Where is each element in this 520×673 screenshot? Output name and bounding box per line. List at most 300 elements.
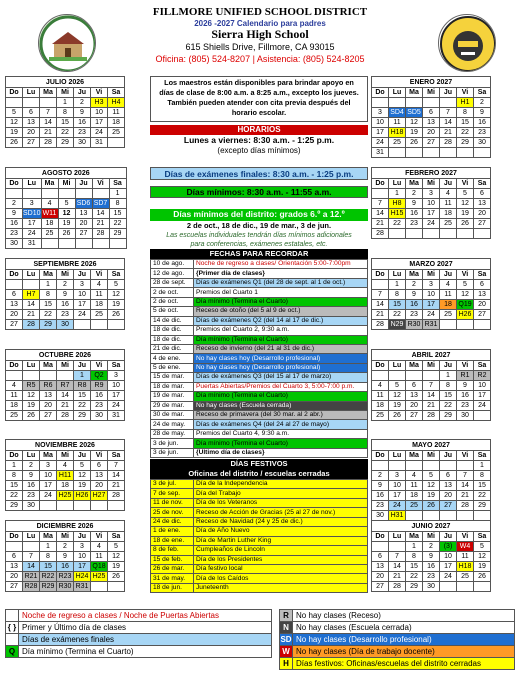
holiday-row xyxy=(151,574,368,583)
day-cell: 1 xyxy=(109,189,126,199)
day-cell: 20 xyxy=(23,128,40,138)
day-cell: 6 xyxy=(474,189,491,199)
day-cell: 26 xyxy=(6,138,23,148)
day-cell: 14 xyxy=(92,209,109,219)
day-cell: 13 xyxy=(474,290,491,300)
event-date: 15 de mar. xyxy=(151,373,194,382)
day-cell xyxy=(58,239,75,249)
day-cell: Q18 xyxy=(92,563,106,570)
day-header: Mi xyxy=(423,270,440,280)
day-cell: 12 xyxy=(6,118,23,128)
day-cell: 24 xyxy=(389,501,406,511)
day-cell: 22 xyxy=(440,401,457,411)
month-name: NOVIEMBRE 2026 xyxy=(6,440,125,451)
event-desc: {Primer día de clases} xyxy=(194,269,368,278)
day-cell: 24 xyxy=(423,219,440,229)
day-cell: 23 xyxy=(91,401,108,411)
day-header: Ma xyxy=(40,361,57,371)
holiday-desc: Día de Martin Luther King xyxy=(194,536,368,545)
day-cell: 30 xyxy=(423,582,440,592)
day-cell xyxy=(389,371,406,381)
holiday-date: 11 de nov. xyxy=(151,498,194,507)
day-cell: 7 xyxy=(423,381,440,391)
day-cell: 5 xyxy=(108,280,125,290)
day-header: Ma xyxy=(40,451,57,461)
holiday-date: 18 de ene. xyxy=(151,536,194,545)
day-cell: W4 xyxy=(457,542,474,552)
legend-key: SD xyxy=(280,635,292,644)
day-header: Mi xyxy=(58,179,75,189)
holiday-row xyxy=(151,546,368,555)
day-cell: 1 xyxy=(74,371,91,381)
day-cell xyxy=(108,320,125,330)
month-calendar xyxy=(371,439,491,521)
day-cell xyxy=(23,280,40,290)
month-name: ABRIL 2027 xyxy=(372,350,491,361)
day-cell: 24 xyxy=(23,229,42,239)
day-cell: 23 xyxy=(57,310,74,320)
day-cell: 15 xyxy=(40,300,57,310)
day-cell xyxy=(75,239,92,249)
event-row xyxy=(151,335,368,344)
day-cell: 10 xyxy=(91,108,108,118)
day-header: Mi xyxy=(57,88,74,98)
event-desc: Premios del Cuarto 1 xyxy=(194,288,368,297)
day-cell xyxy=(457,320,474,330)
day-cell: 19 xyxy=(423,491,440,501)
day-cell: 27 xyxy=(474,219,491,229)
event-row xyxy=(151,297,368,306)
day-header: Vi xyxy=(91,532,108,542)
day-cell: 25 xyxy=(406,501,423,511)
day-cell: 15 xyxy=(109,209,126,219)
day-cell: 26 xyxy=(108,572,125,582)
day-cell: 17 xyxy=(423,300,440,310)
legend-item xyxy=(6,646,272,658)
holiday-date: 15 de feb. xyxy=(151,555,194,564)
month-calendar xyxy=(5,439,125,511)
event-date: 3 de jun. xyxy=(151,448,194,457)
day-cell: 11 xyxy=(108,108,125,118)
event-desc: Receso de primavera (del 30 mar. al 2 abr.) xyxy=(194,411,368,420)
day-cell: 8 xyxy=(6,471,23,481)
day-cell: 10 xyxy=(74,290,91,300)
day-cell xyxy=(423,229,440,239)
day-cell: 14 xyxy=(40,118,57,128)
month-calendar xyxy=(5,520,125,592)
day-header: Ju xyxy=(440,451,457,461)
month-name: MAYO 2027 xyxy=(372,440,491,451)
day-cell: 18 xyxy=(91,300,108,310)
day-cell: 16 xyxy=(23,481,40,491)
day-cell: 27 xyxy=(23,138,40,148)
day-cell: 29 xyxy=(57,138,74,148)
holiday-row xyxy=(151,498,368,507)
day-cell: 29 xyxy=(474,501,491,511)
day-cell: 21 xyxy=(57,401,74,411)
day-header: Do xyxy=(372,179,389,189)
day-cell: 21 xyxy=(457,491,474,501)
month-name: JUNIO 2027 xyxy=(372,521,491,532)
day-cell xyxy=(372,461,389,471)
day-cell: 21 xyxy=(108,481,125,491)
day-cell: 22 xyxy=(389,219,406,229)
day-cell: 12 xyxy=(74,471,91,481)
day-cell: 25 xyxy=(440,310,457,320)
day-cell xyxy=(6,98,23,108)
day-cell: R7 xyxy=(57,381,74,391)
day-cell: Q19 xyxy=(458,301,472,308)
day-cell: 27 xyxy=(440,501,457,511)
holiday-row xyxy=(151,480,368,489)
event-row xyxy=(151,278,368,287)
school-name: Sierra High School xyxy=(211,27,309,41)
day-cell xyxy=(6,189,23,199)
holiday-row xyxy=(151,517,368,526)
day-cell: 24 xyxy=(40,491,57,501)
day-cell xyxy=(389,148,406,158)
day-cell: 6 xyxy=(406,381,423,391)
day-cell: H1 xyxy=(457,98,474,108)
day-cell: 18 xyxy=(41,219,58,229)
day-cell: 18 xyxy=(440,209,457,219)
month-name: AGOSTO 2026 xyxy=(6,168,127,179)
horarios-line2: (excepto días mínimos) xyxy=(217,146,301,155)
day-cell xyxy=(440,320,457,330)
event-desc: {Último día de clases} xyxy=(194,448,368,457)
day-cell: 26 xyxy=(423,501,440,511)
event-desc: Receso de invierno (del 21 al 31 de dic.) xyxy=(194,344,368,353)
day-cell: 9 xyxy=(57,290,74,300)
day-cell: 18 xyxy=(108,118,125,128)
event-date: 18 de dic. xyxy=(151,326,194,335)
day-header: Vi xyxy=(457,179,474,189)
day-cell xyxy=(474,229,491,239)
day-cell: 12 xyxy=(457,290,474,300)
day-header: Lu xyxy=(389,270,406,280)
day-cell: 14 xyxy=(372,209,389,219)
day-header: Sa xyxy=(108,532,125,542)
day-cell: 8 xyxy=(457,108,474,118)
day-cell: 5 xyxy=(423,471,440,481)
day-header: Mi xyxy=(423,88,440,98)
day-cell: R28 xyxy=(23,582,40,592)
day-cell: 6 xyxy=(6,290,23,300)
day-header: Vi xyxy=(91,361,108,371)
legend-key xyxy=(6,610,19,622)
day-cell: 21 xyxy=(423,401,440,411)
holiday-date: 25 de nov. xyxy=(151,508,194,517)
day-cell: 1 xyxy=(406,542,423,552)
day-cell: 31 xyxy=(91,138,108,148)
day-cell: 20 xyxy=(91,481,108,491)
day-cell: 3 xyxy=(74,280,91,290)
day-cell: 30 xyxy=(91,411,108,421)
event-date: 28 de may. xyxy=(151,429,194,438)
availability-note: Los maestros están disponibles para brindar apoyo en días de clase de 8:00 a.m. a 8:25 a.m., excepto los jueves. También pueden atender con cita previa después del horario escolar. xyxy=(150,76,368,122)
day-cell: 1 xyxy=(389,189,406,199)
event-desc: No hay clases hoy (Desarrollo profesional) xyxy=(194,354,368,363)
day-cell xyxy=(406,461,423,471)
day-cell: 3 xyxy=(389,471,406,481)
day-cell: 27 xyxy=(40,411,57,421)
day-cell: 4 xyxy=(372,381,389,391)
day-header: Ju xyxy=(75,179,92,189)
day-cell: 14 xyxy=(57,391,74,401)
holiday-desc: Día de los Presidentes xyxy=(194,555,368,564)
legend-key: H xyxy=(280,658,293,670)
day-header: Sa xyxy=(108,451,125,461)
day-cell: 5 xyxy=(58,199,75,209)
day-cell: 6 xyxy=(423,108,440,118)
day-cell: 15 xyxy=(40,562,57,572)
day-cell: 2 xyxy=(57,280,74,290)
day-cell: 9 xyxy=(457,381,474,391)
day-cell: 5 xyxy=(74,461,91,471)
day-cell: 21 xyxy=(92,219,109,229)
day-cell: 24 xyxy=(108,401,125,411)
day-cell: SD6 xyxy=(76,200,91,207)
festivos-title: DÍAS FESTIVOS xyxy=(230,459,288,468)
day-cell: 25 xyxy=(91,310,108,320)
day-header: Ma xyxy=(406,361,423,371)
month-calendar xyxy=(5,167,127,249)
day-cell: H25 xyxy=(91,572,108,582)
month-name: ENERO 2027 xyxy=(372,77,491,88)
month-name: DICIEMBRE 2026 xyxy=(6,521,125,532)
day-cell: 12 xyxy=(58,209,75,219)
day-cell: 4 xyxy=(91,542,108,552)
legend-item xyxy=(6,622,272,634)
day-cell: (3) xyxy=(440,542,457,552)
day-cell: 11 xyxy=(91,552,108,562)
legend-item xyxy=(280,622,515,634)
day-header: Lu xyxy=(23,270,40,280)
day-header: Sa xyxy=(474,451,491,461)
event-date: 19 de mar. xyxy=(151,392,194,401)
event-row xyxy=(151,354,368,363)
day-cell: R21 xyxy=(23,572,40,582)
day-cell: 4 xyxy=(91,280,108,290)
event-desc: Día mínimo (Termina el Cuarto) xyxy=(194,439,368,448)
event-row xyxy=(151,411,368,420)
holiday-desc: Juneteenth xyxy=(194,583,368,592)
day-cell: 21 xyxy=(440,128,457,138)
day-cell: 29 xyxy=(109,229,126,239)
day-header: Mi xyxy=(57,451,74,461)
legend-item xyxy=(280,658,515,670)
holiday-row xyxy=(151,555,368,564)
day-cell: 24 xyxy=(474,401,491,411)
day-header: Do xyxy=(6,451,23,461)
month-calendar xyxy=(371,349,491,421)
day-cell xyxy=(423,148,440,158)
day-cell xyxy=(474,148,491,158)
day-cell xyxy=(6,371,23,381)
day-header: Do xyxy=(372,451,389,461)
day-cell: 9 xyxy=(406,199,423,209)
day-cell: 17 xyxy=(74,300,91,310)
day-cell: 10 xyxy=(108,381,125,391)
day-cell: 7 xyxy=(372,199,389,209)
day-header: Mi xyxy=(423,451,440,461)
day-cell: 7 xyxy=(440,108,457,118)
day-header: Ju xyxy=(440,179,457,189)
day-header: Mi xyxy=(57,532,74,542)
day-header: Vi xyxy=(457,88,474,98)
day-cell xyxy=(474,320,491,330)
day-cell: 26 xyxy=(406,138,423,148)
day-cell: SD5 xyxy=(407,109,421,116)
holiday-date: 7 de sep. xyxy=(151,489,194,498)
day-header: Do xyxy=(6,532,23,542)
day-cell xyxy=(423,371,440,381)
day-cell: 13 xyxy=(372,562,389,572)
day-cell: 4 xyxy=(406,471,423,481)
day-cell xyxy=(440,229,457,239)
legend-key: { } xyxy=(6,622,19,634)
legend-key: N xyxy=(280,622,293,634)
legend-item xyxy=(6,634,272,646)
event-desc: Premios del Cuarto 2, 9:30 a.m. xyxy=(194,326,368,335)
day-cell: 13 xyxy=(75,209,92,219)
day-cell: 8 xyxy=(440,381,457,391)
day-cell: 31 xyxy=(23,239,42,249)
day-cell: 16 xyxy=(406,209,423,219)
day-header: Ju xyxy=(440,270,457,280)
month-name: JULIO 2026 xyxy=(6,77,125,88)
day-cell: 16 xyxy=(74,118,91,128)
day-cell: 16 xyxy=(406,300,423,310)
day-cell: R2 xyxy=(474,371,491,381)
day-cell: 4 xyxy=(440,280,457,290)
day-cell: 19 xyxy=(108,562,125,572)
day-cell: 20 xyxy=(474,209,491,219)
day-cell: 12 xyxy=(474,552,491,562)
day-cell xyxy=(23,189,42,199)
events-table xyxy=(150,259,368,458)
day-cell: 1 xyxy=(40,280,57,290)
day-header: Do xyxy=(6,270,23,280)
day-cell: R1 xyxy=(457,371,474,381)
day-cell: 29 xyxy=(6,501,23,511)
day-cell: SD4 xyxy=(390,109,404,116)
day-header: Vi xyxy=(457,270,474,280)
day-cell xyxy=(6,280,23,290)
day-cell: 16 xyxy=(372,491,389,501)
day-header: Lu xyxy=(23,361,40,371)
day-cell: 24 xyxy=(423,310,440,320)
day-cell: 26 xyxy=(474,572,491,582)
day-cell: 11 xyxy=(406,481,423,491)
day-cell: 11 xyxy=(440,290,457,300)
holiday-desc: Receso de Navidad (24 y 25 de dic.) xyxy=(194,517,368,526)
day-header: Sa xyxy=(108,270,125,280)
day-cell: 22 xyxy=(40,310,57,320)
day-cell: 9 xyxy=(23,471,40,481)
day-cell: 22 xyxy=(406,572,423,582)
day-header: Ju xyxy=(440,532,457,542)
day-cell: 25 xyxy=(389,138,406,148)
day-cell xyxy=(75,189,92,199)
event-desc: Días de exámenes Q2 (del 14 al 17 de dic.) xyxy=(194,316,368,325)
day-cell: 25 xyxy=(440,219,457,229)
day-cell: 23 xyxy=(474,128,491,138)
day-cell: 14 xyxy=(23,300,40,310)
event-date: 14 de dic. xyxy=(151,316,194,325)
day-cell: H26 xyxy=(74,491,91,501)
legend-key xyxy=(6,634,19,646)
day-cell xyxy=(406,511,423,521)
day-cell: R22 xyxy=(40,572,57,582)
day-header: Ma xyxy=(406,179,423,189)
day-cell: 13 xyxy=(6,562,23,572)
day-cell: 6 xyxy=(440,471,457,481)
day-cell: 15 xyxy=(6,481,23,491)
day-cell xyxy=(92,239,109,249)
event-date: 2 de oct. xyxy=(151,297,194,306)
day-cell: 26 xyxy=(457,219,474,229)
day-cell xyxy=(389,98,406,108)
day-cell: 6 xyxy=(23,108,40,118)
day-cell xyxy=(457,229,474,239)
event-row xyxy=(151,429,368,438)
day-cell: 22 xyxy=(389,310,406,320)
day-cell xyxy=(372,189,389,199)
day-cell: 16 xyxy=(423,562,440,572)
day-cell: 23 xyxy=(406,310,423,320)
event-row xyxy=(151,420,368,429)
day-cell xyxy=(108,582,125,592)
day-cell: 27 xyxy=(474,310,491,320)
month-calendar xyxy=(371,76,491,158)
day-cell: 2 xyxy=(57,542,74,552)
event-row xyxy=(151,373,368,382)
event-date: 24 de may. xyxy=(151,420,194,429)
day-cell: 10 xyxy=(423,290,440,300)
day-cell: 26 xyxy=(23,411,40,421)
day-cell: 20 xyxy=(406,401,423,411)
day-cell: 23 xyxy=(457,401,474,411)
day-cell: 17 xyxy=(74,562,91,572)
day-cell: 13 xyxy=(6,300,23,310)
day-cell: 20 xyxy=(372,572,389,582)
holiday-row xyxy=(151,527,368,536)
day-cell: 14 xyxy=(440,118,457,128)
day-cell: 2 xyxy=(74,98,91,108)
day-header: Ju xyxy=(74,270,91,280)
day-cell: 23 xyxy=(6,229,23,239)
day-cell xyxy=(389,461,406,471)
day-header: Lu xyxy=(23,451,40,461)
day-cell: 15 xyxy=(406,562,423,572)
day-cell: 11 xyxy=(389,118,406,128)
day-cell xyxy=(389,542,406,552)
day-header: Do xyxy=(372,270,389,280)
legend-key: R xyxy=(280,610,293,622)
event-date: 30 de mar. xyxy=(151,411,194,420)
day-cell: 17 xyxy=(372,128,389,138)
day-cell: 24 xyxy=(74,310,91,320)
day-cell: 9 xyxy=(372,481,389,491)
day-cell: 4 xyxy=(440,189,457,199)
day-cell: 16 xyxy=(57,562,74,572)
month-calendar xyxy=(371,520,491,592)
day-header: Lu xyxy=(389,451,406,461)
day-cell: 13 xyxy=(423,118,440,128)
day-cell: 7 xyxy=(108,461,125,471)
day-cell: 2 xyxy=(23,461,40,471)
